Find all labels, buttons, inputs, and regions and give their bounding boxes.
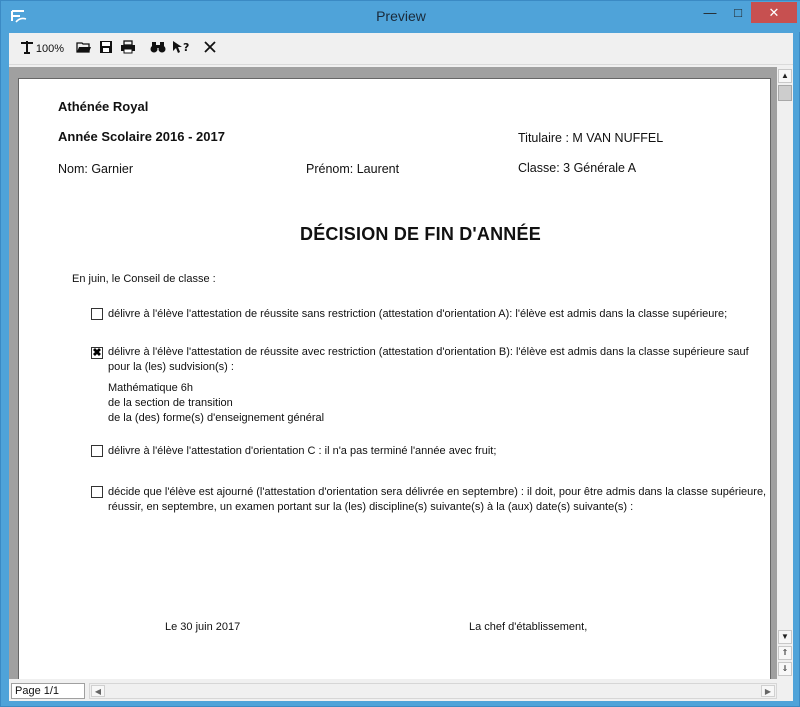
restriction-detail: Mathématique 6h bbox=[108, 382, 193, 394]
status-bar bbox=[9, 681, 793, 701]
help-pointer-icon bbox=[172, 40, 190, 59]
open-button[interactable] bbox=[75, 40, 93, 58]
svg-text:?: ? bbox=[183, 40, 190, 54]
school-year: Année Scolaire 2016 - 2017 bbox=[58, 129, 225, 144]
scroll-left-button[interactable]: ◀ bbox=[91, 685, 105, 697]
zoom-icon bbox=[20, 40, 36, 59]
option-b-checkbox: ✖ bbox=[92, 347, 102, 359]
option-a-text: délivre à l'élève l'attestation de réussite sans restriction (attestation d'orientation A): l'élève est admis dans la classe supérieure; bbox=[108, 308, 728, 320]
option-b-text: délivre à l'élève l'attestation de réussite avec restriction (attestation d'orientation B): l'élève est admis dans la classe supérieure sauf bbox=[108, 346, 749, 358]
close-x-icon bbox=[204, 40, 216, 58]
scroll-thumb[interactable] bbox=[778, 85, 792, 101]
zoom-button[interactable] bbox=[15, 40, 69, 58]
client-area bbox=[9, 33, 793, 701]
restriction-detail: de la section de transition bbox=[108, 397, 233, 409]
restriction-detail: de la (des) forme(s) d'enseignement général bbox=[108, 412, 325, 424]
page-indicator: Page 1/1 bbox=[11, 683, 85, 699]
page-up-button[interactable]: ⇑ bbox=[778, 646, 792, 660]
option-c-checkbox bbox=[91, 445, 103, 457]
print-button[interactable] bbox=[119, 40, 137, 58]
option-b-text-cont: pour la (les) sudvision(s) : bbox=[108, 361, 234, 373]
help-button[interactable] bbox=[171, 40, 191, 58]
scroll-down-button[interactable]: ▼ bbox=[778, 630, 792, 644]
page-down-button[interactable]: ⇓ bbox=[778, 662, 792, 676]
school-name: Athénée Royal bbox=[58, 99, 149, 114]
find-button[interactable] bbox=[149, 40, 167, 58]
close-window-button[interactable]: ✕ bbox=[751, 2, 797, 23]
toolbar bbox=[9, 33, 793, 65]
option-a-checkbox bbox=[91, 308, 103, 320]
scroll-right-button[interactable]: ▶ bbox=[761, 685, 775, 697]
document-page bbox=[18, 78, 771, 679]
intro-text: En juin, le Conseil de classe : bbox=[72, 273, 216, 285]
vertical-scrollbar[interactable] bbox=[777, 67, 793, 679]
printer-icon bbox=[120, 40, 136, 59]
window-title: Preview bbox=[376, 8, 426, 24]
decision-date: Le 30 juin 2017 bbox=[165, 621, 241, 633]
folder-open-icon bbox=[76, 40, 92, 59]
prenom-field: Prénom: Laurent bbox=[306, 162, 400, 176]
maximize-button[interactable]: □ bbox=[734, 5, 742, 20]
titulaire-field: Titulaire : M VAN NUFFEL bbox=[518, 131, 664, 145]
option-c-text: délivre à l'élève l'attestation d'orientation C : il n'a pas terminé l'année avec fruit; bbox=[108, 445, 497, 457]
horizontal-scrollbar[interactable] bbox=[89, 683, 777, 699]
zoom-level-label: 100% bbox=[35, 43, 65, 55]
scroll-up-button[interactable]: ▲ bbox=[778, 69, 792, 83]
document-title: DÉCISION DE FIN D'ANNÉE bbox=[300, 224, 541, 244]
preview-viewport[interactable] bbox=[9, 67, 777, 679]
nom-field: Nom: Garnier bbox=[58, 162, 134, 176]
minimize-button[interactable]: — bbox=[703, 5, 717, 20]
signature-label: La chef d'établissement, bbox=[469, 621, 588, 633]
option-d-checkbox bbox=[91, 486, 103, 498]
option-d-text: décide que l'élève est ajourné (l'attestation d'orientation sera délivrée en septembre) : il doit, pour être admis dans la classe supérieure, bbox=[108, 486, 767, 498]
option-d-text-cont: réussir, en septembre, un examen portant sur la (les) discipline(s) suivante(s) à la (aux) date(s) suivante(s) : bbox=[108, 501, 634, 513]
binoculars-icon bbox=[150, 40, 166, 59]
classe-field: Classe: 3 Générale A bbox=[518, 161, 637, 175]
title-bar[interactable] bbox=[1, 1, 800, 32]
close-preview-button[interactable] bbox=[201, 40, 219, 58]
save-button[interactable] bbox=[97, 40, 115, 58]
save-disk-icon bbox=[99, 40, 113, 59]
